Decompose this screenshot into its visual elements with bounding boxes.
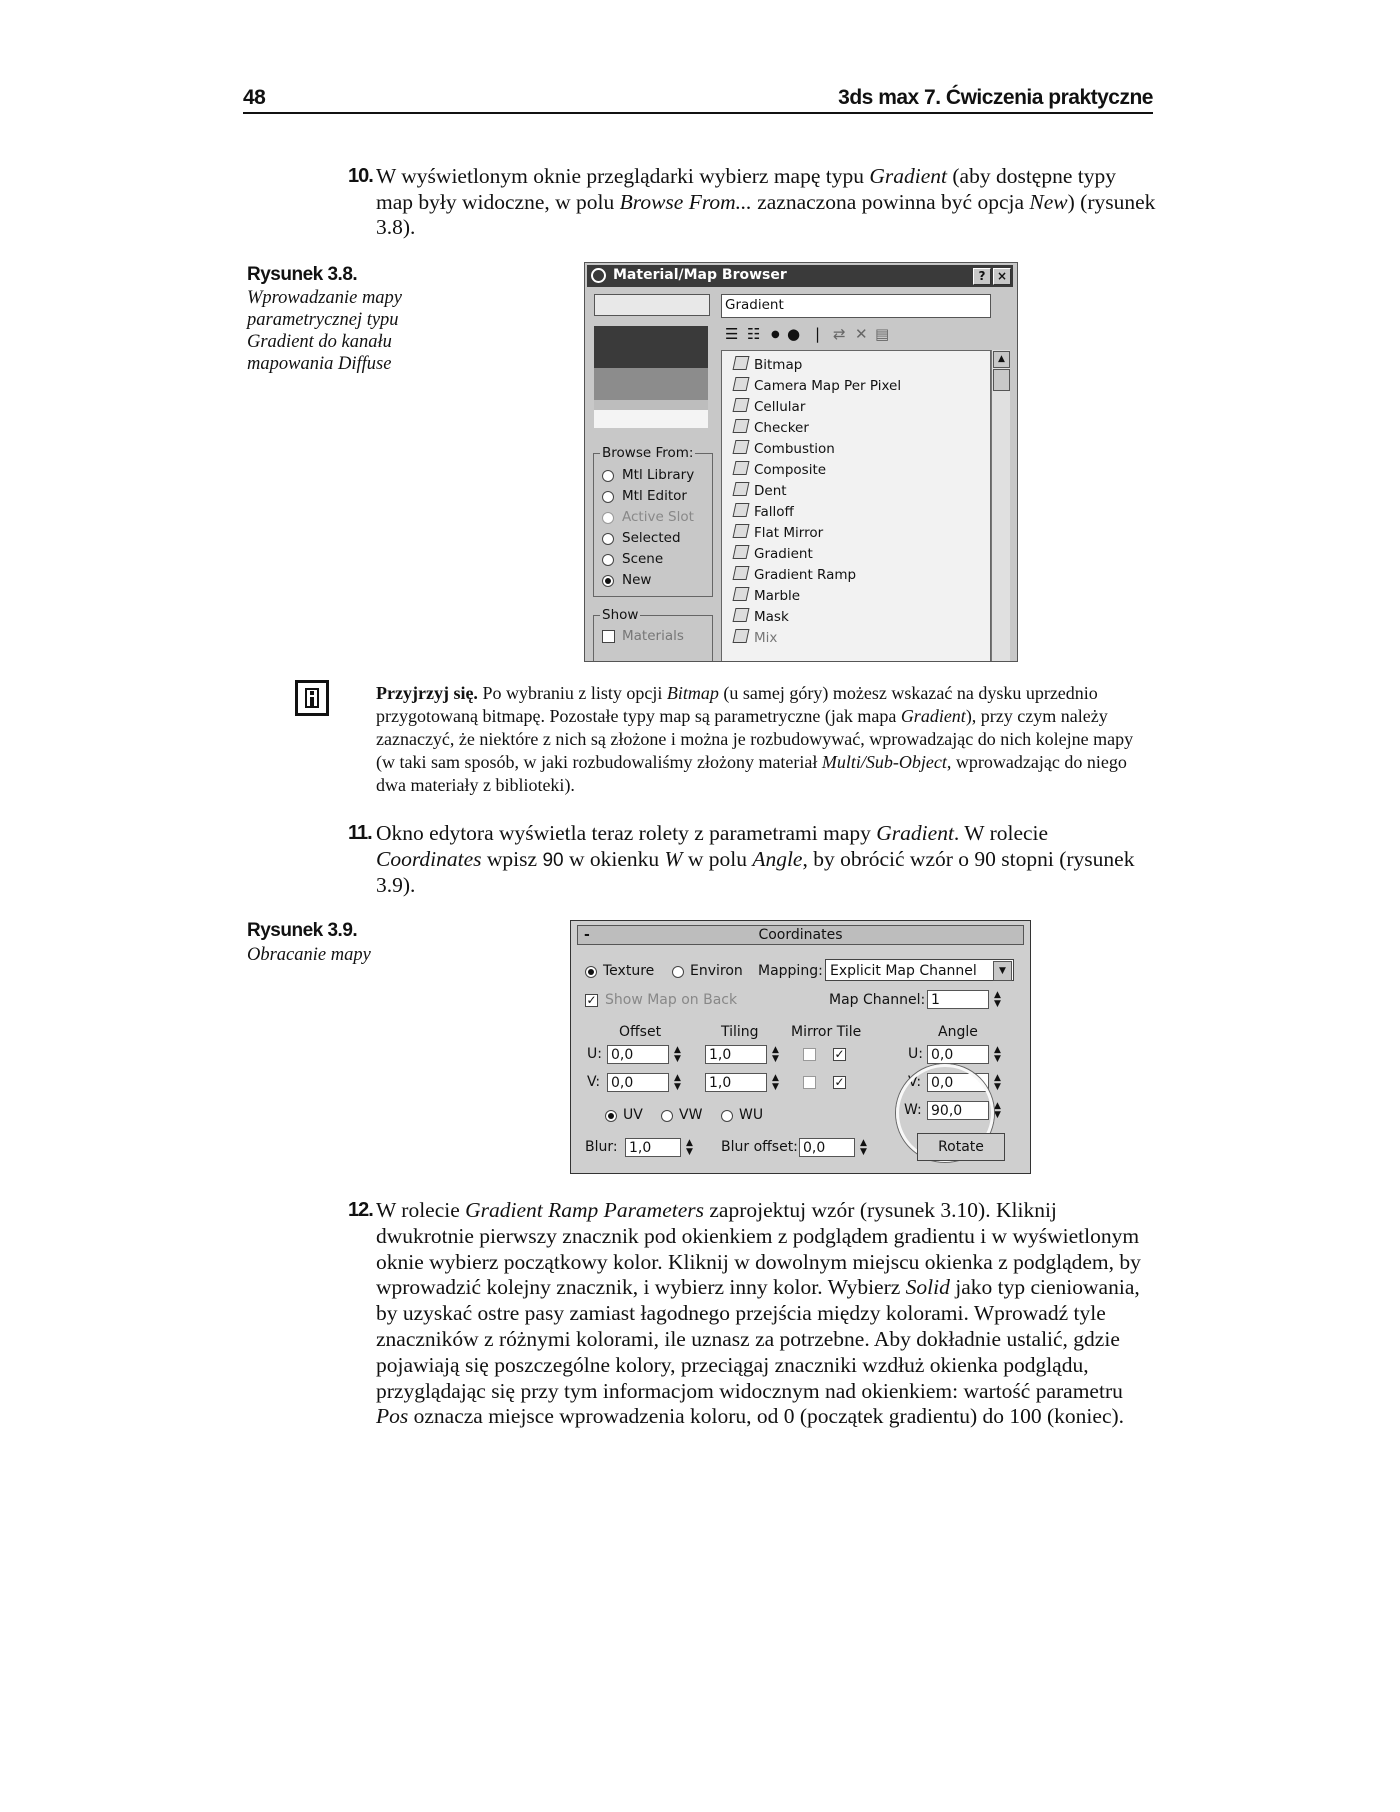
list-scrollbar[interactable] <box>991 350 1010 662</box>
map-icon <box>733 461 750 475</box>
figure-caption-text: Wprowadzanie mapy parametrycznej typu Gradient do kanału mapowania Diffuse <box>247 288 403 374</box>
texture-label: Texture <box>603 963 655 979</box>
list-item-dent[interactable] <box>734 482 787 502</box>
tiling-header: Tiling <box>721 1024 759 1040</box>
environ-label: Environ <box>690 963 743 979</box>
app-icon <box>591 268 606 283</box>
page-number: 48 <box>243 86 266 109</box>
spinner-arrows-icon[interactable]: ▲ ▼ <box>994 1073 1001 1092</box>
map-icon <box>733 503 750 517</box>
spinner-arrows-icon[interactable]: ▲ ▼ <box>772 1073 779 1092</box>
list-item-label: Gradient Ramp <box>754 567 857 583</box>
mapping-value: Explicit Map Channel <box>830 963 977 979</box>
offset-u-field[interactable] <box>607 1045 669 1064</box>
text: (aby dostępne typy map były widoczne, w polu <box>376 164 1116 214</box>
map-icon <box>733 398 750 412</box>
delete-icon[interactable]: ✕ <box>855 325 868 343</box>
figure-caption-title: Rysunek 3.9. <box>247 920 358 941</box>
coordinates-rollout <box>570 920 1031 1174</box>
list-item-label: Mix <box>754 630 778 646</box>
emphasis: Angle <box>752 846 803 871</box>
angle-u-field[interactable] <box>927 1045 989 1064</box>
tiling-u-field[interactable] <box>705 1045 767 1064</box>
mirror-tile-header: Mirror Tile <box>791 1024 862 1040</box>
browse-from-group <box>593 445 713 597</box>
radio-label: New <box>622 572 652 588</box>
page-header <box>243 86 1153 114</box>
radio-label: Active Slot <box>622 509 694 525</box>
angle-v-label: V: <box>908 1074 922 1090</box>
list-item-label: Dent <box>754 483 787 499</box>
list-item-checker[interactable] <box>734 419 809 439</box>
map-icon <box>733 587 750 601</box>
text: zaznaczona powinna być opcja <box>751 189 1030 214</box>
list-item-composite[interactable] <box>734 461 826 481</box>
map-icon <box>733 566 750 580</box>
list-item-gradient-ramp[interactable] <box>734 566 856 586</box>
name-field-value: Gradient <box>725 297 784 313</box>
map-icon <box>733 377 750 391</box>
list-item-mask[interactable] <box>734 608 789 628</box>
emphasis: Gradient <box>876 821 954 845</box>
list-item-label: Flat Mirror <box>754 525 824 541</box>
show-materials-label: Materials <box>622 628 684 644</box>
rollout-header[interactable] <box>577 925 1024 945</box>
emphasis: Solid <box>905 1275 950 1300</box>
emphasis: Multi/Sub-Object <box>821 752 947 772</box>
blur-value: 1,0 <box>629 1140 652 1156</box>
emphasis: W <box>664 846 683 871</box>
blur-field[interactable] <box>625 1138 681 1157</box>
material-preview-base <box>594 410 708 428</box>
text: . W rolecie <box>953 821 1049 845</box>
book-title: 3ds max 7. Ćwiczenia praktyczne <box>838 86 1153 109</box>
text: w okienku <box>563 846 665 871</box>
tile-u-checkbox[interactable]: ✓ <box>834 1047 845 1061</box>
view-small-icons-icon[interactable]: ● <box>771 329 780 340</box>
clear-icon[interactable]: ▤ <box>875 325 890 343</box>
tile-v-checkbox[interactable]: ✓ <box>834 1075 845 1089</box>
spinner-arrows-icon[interactable]: ▲ ▼ <box>674 1073 681 1092</box>
spinner-arrows-icon[interactable]: ▲ ▼ <box>772 1045 779 1064</box>
note-paragraph <box>376 682 1156 797</box>
show-group <box>593 607 713 662</box>
show-map-on-back-checkbox[interactable]: ✓ <box>586 993 597 1007</box>
v-label: V: <box>587 1074 601 1090</box>
rollout-title: Coordinates <box>758 927 843 943</box>
show-map-on-back-label: Show Map on Back <box>605 992 738 1008</box>
figure-caption-title: Rysunek 3.8. <box>247 264 358 285</box>
list-item-label: Camera Map Per Pixel <box>754 378 902 394</box>
radio-active-slot <box>602 512 614 524</box>
list-item-cellular[interactable] <box>734 398 805 418</box>
radio-texture[interactable] <box>585 966 597 978</box>
radio-label: Scene <box>622 551 664 567</box>
show-label: Show <box>602 607 639 623</box>
angle-u-value: 0,0 <box>931 1047 954 1063</box>
view-list-icon[interactable]: ☰ <box>725 325 739 343</box>
spinner-arrows-icon[interactable]: ▲ ▼ <box>994 1045 1001 1064</box>
tiling-v-field[interactable] <box>705 1073 767 1092</box>
radio-wu[interactable] <box>721 1110 733 1122</box>
spinner-arrows-icon[interactable]: ▲ ▼ <box>994 990 1001 1009</box>
radio-uv[interactable] <box>605 1110 617 1122</box>
map-icon <box>733 419 750 433</box>
blur-offset-label: Blur offset: <box>721 1139 798 1155</box>
vw-label: VW <box>679 1107 703 1123</box>
angle-w-label: W: <box>904 1102 922 1118</box>
list-item-label: Gradient <box>754 546 813 562</box>
list-item-combustion[interactable] <box>734 440 835 460</box>
list-item-bitmap[interactable] <box>734 356 802 376</box>
text: ) (rysunek 3.8). <box>376 189 1156 239</box>
uv-label: UV <box>623 1107 643 1123</box>
step-12-paragraph <box>348 1198 1156 1430</box>
window-titlebar[interactable] <box>587 265 1013 287</box>
mapping-dropdown[interactable] <box>825 959 1014 981</box>
step-10-paragraph <box>348 164 1156 241</box>
map-icon <box>733 440 750 454</box>
text: Okno edytora wyświetla teraz rolety z parametrami mapy <box>376 821 877 845</box>
list-item-falloff[interactable] <box>734 503 794 523</box>
text: oznacza miejsce wprowadzenia koloru, od 0 (początek gradientu) do 100 (koniec). <box>408 1404 1125 1429</box>
name-field[interactable] <box>721 294 991 318</box>
offset-u-value: 0,0 <box>611 1047 634 1063</box>
material-preview-mid <box>594 368 708 400</box>
text: wpisz <box>481 846 543 871</box>
angle-w-value: 90,0 <box>931 1103 963 1119</box>
figure-caption-text: Obracanie mapy <box>247 945 371 965</box>
list-item-gradient[interactable] <box>734 545 813 565</box>
material-preview-low <box>594 400 708 410</box>
info-icon <box>295 680 329 716</box>
text: , wprowadzając do niego dwa materiały z biblioteki). <box>376 752 1127 795</box>
map-channel-value: 1 <box>931 992 940 1008</box>
radio-new[interactable] <box>602 575 614 587</box>
offset-v-value: 0,0 <box>611 1075 634 1091</box>
text: W wyświetlonym oknie przeglądarki wybierz mapę typu <box>376 164 870 188</box>
blur-label: Blur: <box>585 1139 618 1155</box>
angle-u-label: U: <box>908 1046 923 1062</box>
map-channel-label: Map Channel: <box>829 992 926 1008</box>
scroll-thumb[interactable] <box>993 369 1010 391</box>
step-number: 11. <box>348 822 372 844</box>
list-item-label: Mask <box>754 609 789 625</box>
emphasis: Browse From... <box>619 189 752 214</box>
emphasis: Gradient Ramp Parameters <box>465 1198 705 1222</box>
emphasis: Pos <box>376 1404 409 1429</box>
radio-label: Mtl Library <box>622 467 695 483</box>
u-label: U: <box>587 1046 602 1062</box>
mirror-u-checkbox[interactable] <box>803 1048 816 1061</box>
chevron-down-icon: ▼ <box>993 961 1012 981</box>
emphasis: New <box>1029 189 1068 214</box>
blur-offset-value: 0,0 <box>803 1140 826 1156</box>
radio-mtl-library[interactable] <box>602 470 614 482</box>
scroll-up-arrow-icon[interactable]: ▲ <box>993 351 1010 368</box>
radio-selected[interactable] <box>602 533 614 545</box>
spinner-arrows-icon[interactable]: ▲ ▼ <box>674 1045 681 1064</box>
text: w polu <box>682 846 753 871</box>
map-icon <box>733 482 750 496</box>
view-list-icons-icon[interactable]: ☷ <box>747 325 761 343</box>
radio-label: Selected <box>622 530 681 546</box>
view-large-icons-icon[interactable]: ● <box>787 325 801 343</box>
offset-v-field[interactable] <box>607 1073 669 1092</box>
blur-offset-field[interactable] <box>799 1138 855 1157</box>
list-item-mix[interactable] <box>734 629 777 649</box>
text: zaprojektuj wzór (rysunek 3.10). Kliknij dwukrotnie pierwszy znacznik pod okienkiem z podglądem gradientu i w wyświetlonym oknie wybierz początkowy kolor. Kliknij w dowolnym miejscu okienka z podglądem, by wprowadzić kolejny znacznik, i wybierz inny kolor. Wybierz <box>376 1198 1141 1300</box>
emphasis: Gradient <box>869 164 948 188</box>
angle-v-value: 0,0 <box>931 1075 954 1091</box>
mirror-v-checkbox[interactable] <box>803 1076 816 1089</box>
browse-from-label: Browse From: <box>602 445 694 461</box>
material-preview <box>594 326 708 368</box>
help-button[interactable]: ? <box>973 268 991 285</box>
text: , by obrócić wzór o 90 stopni (rysunek 3.9). <box>376 846 1135 897</box>
list-item-label: Bitmap <box>754 357 803 373</box>
list-item-flat-mirror[interactable] <box>734 524 823 544</box>
map-icon <box>733 608 750 622</box>
map-type-list <box>721 350 991 662</box>
radio-mtl-editor[interactable] <box>602 491 614 503</box>
radio-scene[interactable] <box>602 554 614 566</box>
text: (u samej góry) możesz wskazać na dysku uprzednio przygotowaną bitmapę. Pozostałe typy map są parametryczne (jak mapa <box>376 683 1098 726</box>
list-item-label: Marble <box>754 588 801 604</box>
search-field[interactable] <box>594 294 710 316</box>
offset-header: Offset <box>619 1024 662 1040</box>
window-title: Material/Map Browser <box>613 267 787 283</box>
emphasis: Bitmap <box>666 683 719 703</box>
tiling-u-value: 1,0 <box>709 1047 732 1063</box>
text: ), przy czym należy zaznaczyć, że niektóre z nich są złożone i można je rozbudowywać, wprowadzając do nich kolejne mapy (w taki sam sposób, w jaki rozbudowaliśmy złożony materiał <box>376 706 1134 772</box>
map-icon <box>733 545 750 559</box>
radio-environ[interactable] <box>672 966 684 978</box>
update-scene-icon[interactable]: ⇄ <box>833 325 846 343</box>
spinner-arrows-icon[interactable]: ▲ ▼ <box>994 1101 1001 1120</box>
spinner-arrows-icon[interactable]: ▲ ▼ <box>860 1138 867 1157</box>
map-icon <box>733 356 750 370</box>
emphasis: Coordinates <box>376 846 482 871</box>
radio-label: Mtl Editor <box>622 488 687 504</box>
text: Po wybraniu z listy opcji <box>477 683 667 703</box>
spinner-arrows-icon[interactable]: ▲ ▼ <box>686 1138 693 1157</box>
emphasis: Gradient <box>900 706 966 726</box>
list-item-camera-map[interactable] <box>734 377 901 397</box>
tiling-v-value: 1,0 <box>709 1075 732 1091</box>
map-icon <box>733 524 750 538</box>
step-11-paragraph <box>348 821 1156 899</box>
angle-header: Angle <box>938 1024 978 1040</box>
list-item-label: Composite <box>754 462 827 478</box>
wu-label: WU <box>739 1107 764 1123</box>
collapse-icon[interactable]: - <box>584 927 590 943</box>
list-item-marble[interactable] <box>734 587 800 607</box>
note-label: Przyjrzyj się. <box>376 683 478 703</box>
step-number: 10. <box>348 165 373 187</box>
list-item-label: Checker <box>754 420 809 436</box>
step-number: 12. <box>348 1199 373 1221</box>
rotate-button[interactable]: Rotate <box>917 1133 1005 1161</box>
list-item-label: Combustion <box>754 441 835 457</box>
material-map-browser-window <box>584 262 1018 662</box>
show-materials-checkbox[interactable] <box>602 630 615 643</box>
map-channel-field[interactable] <box>927 990 989 1009</box>
list-item-label: Cellular <box>754 399 806 415</box>
text: jako typ cieniowania, by uzyskać ostre pasy zamiast łagodnego przejścia między kolorami. Wprowadź tyle znaczników z różnymi kolorami, ile uznasz za potrzebne. Aby dokładnie ustalić, gdzie pojawiają się poszczególne kolory, przeciągaj znaczniki wzdłuż okienka podglądu, przyglądając się przy tym informacjom widocznym nad okienkiem: wartość parametru <box>376 1275 1140 1403</box>
toolbar-separator: | <box>815 325 821 343</box>
map-icon <box>733 629 750 643</box>
close-button[interactable]: × <box>993 268 1011 285</box>
mapping-label: Mapping: <box>758 963 823 979</box>
text: W rolecie <box>376 1198 466 1222</box>
radio-vw[interactable] <box>661 1110 673 1122</box>
typed-value: 90 <box>542 849 564 871</box>
list-item-label: Falloff <box>754 504 794 520</box>
